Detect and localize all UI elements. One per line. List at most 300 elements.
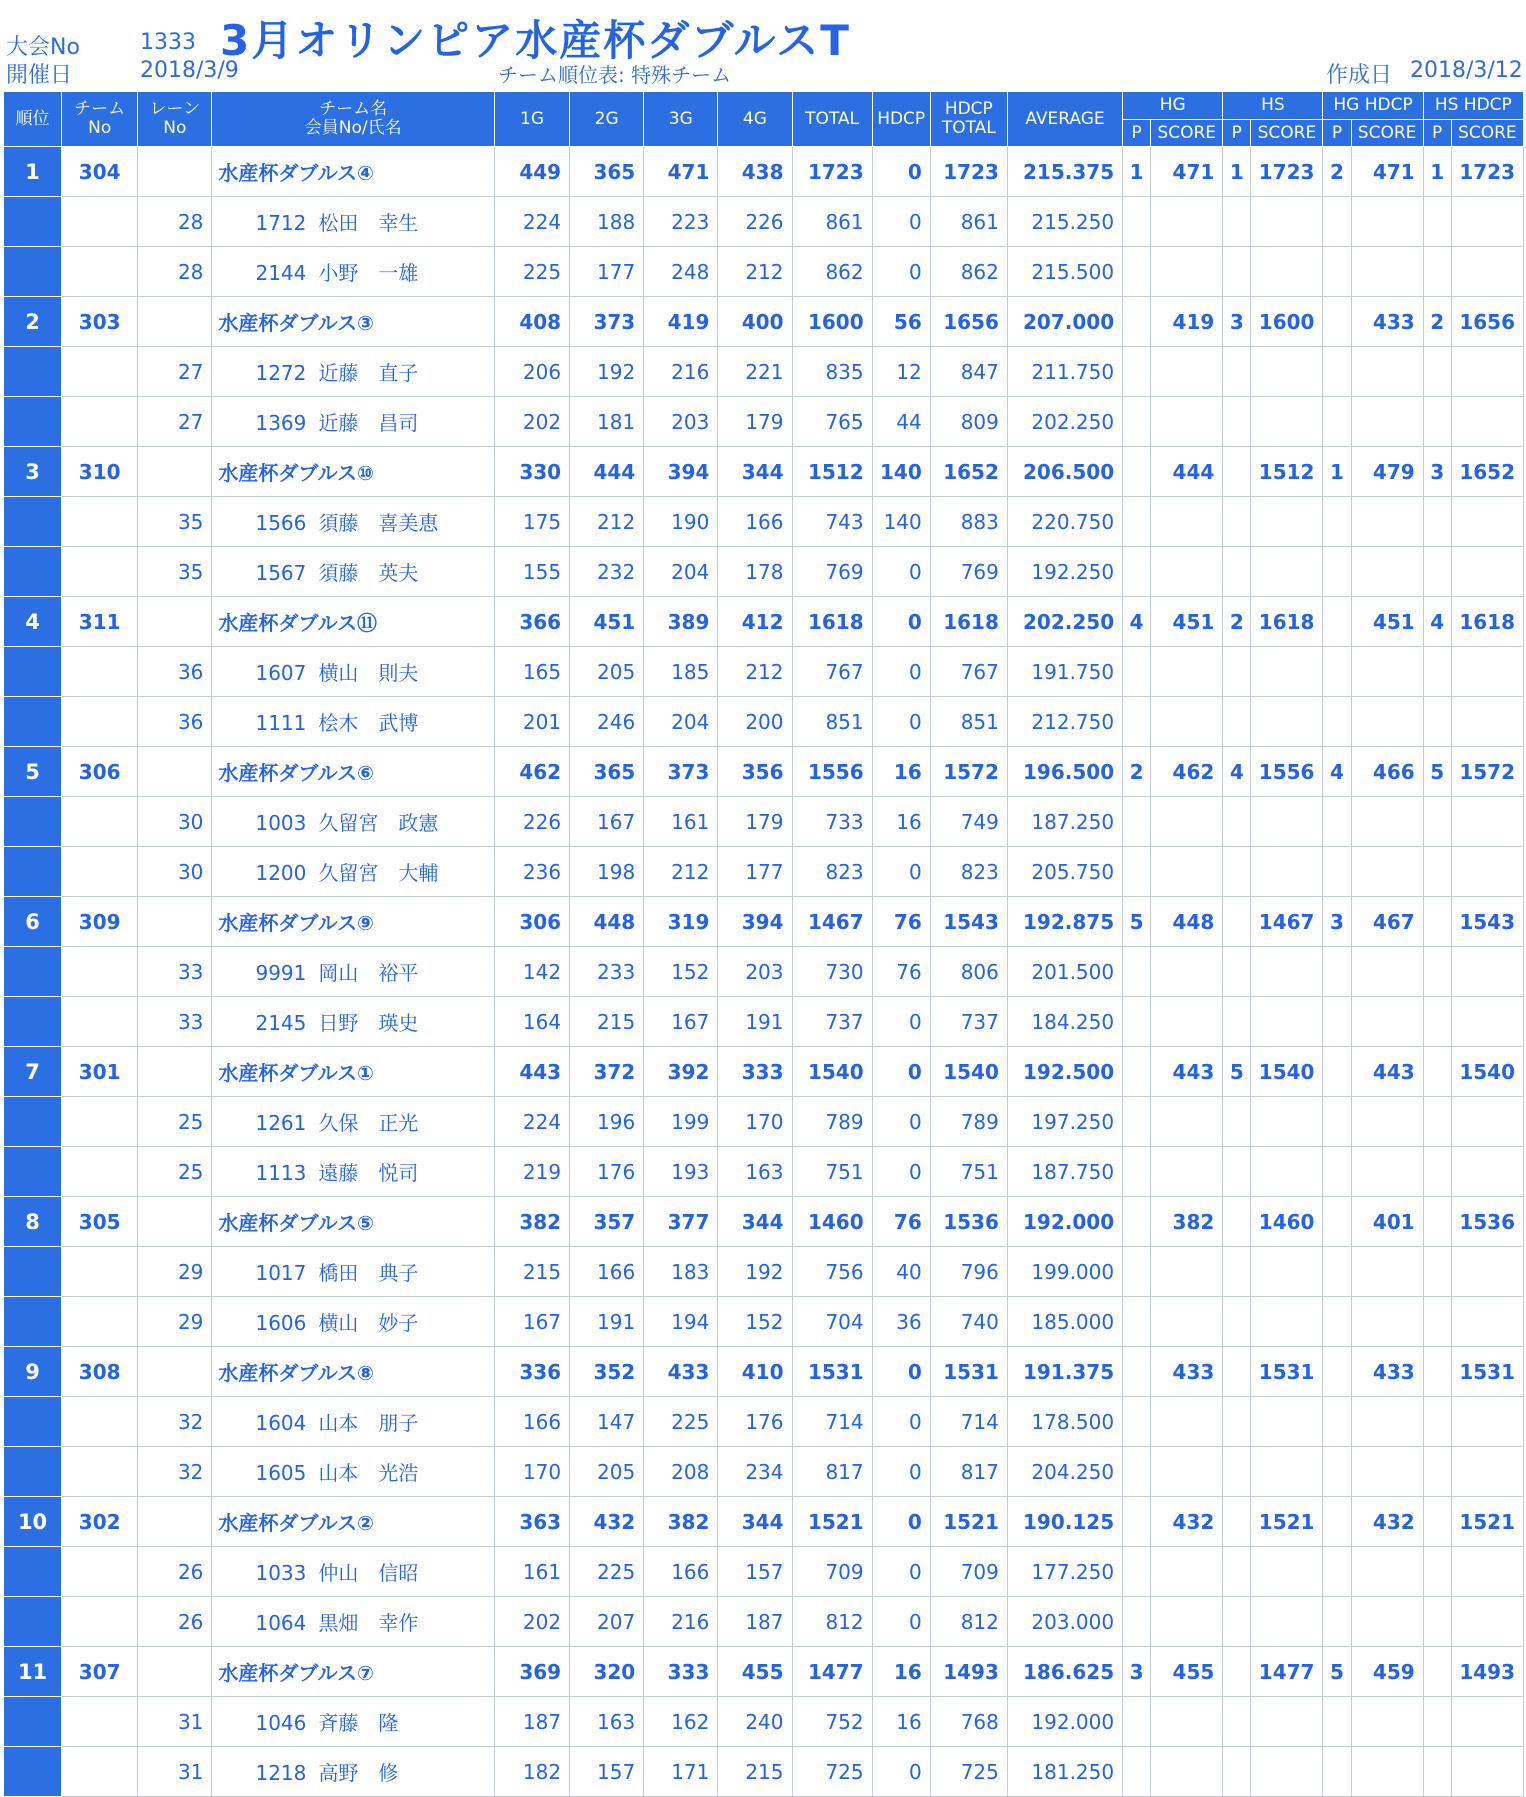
lane-cell [138,1197,212,1247]
g4-cell: 226 [718,197,792,247]
blank-cell [1323,997,1351,1047]
blank-cell [1323,497,1351,547]
member-cell [212,347,495,397]
member-cell [212,1247,495,1297]
member-row [4,1747,1524,1797]
member-no: 1567 [255,561,307,585]
col-hdcp-total-line1: HDCP [944,99,993,119]
hs-p-cell [1223,1497,1251,1547]
g4-cell: 179 [718,397,792,447]
blank-cell [1123,697,1151,747]
blank-cell [1451,397,1523,447]
g2-cell: 157 [570,1747,644,1797]
lane-cell: 30 [138,797,212,847]
blank-cell [1151,497,1223,547]
g2-cell: 167 [570,797,644,847]
g2-cell: 246 [570,697,644,747]
g3-cell: 419 [644,297,718,347]
hgh-p-cell [1323,1347,1351,1397]
g3-cell: 216 [644,1597,718,1647]
blank-cell [1451,197,1523,247]
blank-cell [1251,197,1323,247]
g3-cell: 190 [644,497,718,547]
g3-cell: 392 [644,1047,718,1097]
blank-cell [1251,947,1323,997]
blank-cell [1151,197,1223,247]
hg-p-cell: 4 [1123,597,1151,647]
hsh-score-cell: 1572 [1451,747,1523,797]
total-cell: 1600 [792,297,872,347]
hs-score-cell: 1512 [1251,447,1323,497]
blank-cell [1223,1247,1251,1297]
g2-cell: 166 [570,1247,644,1297]
hdcp-cell: 56 [872,297,930,347]
blank-cell [1151,1147,1223,1197]
g2-cell: 177 [570,247,644,297]
hdcp-cell: 12 [872,347,930,397]
rank-cell [4,1747,62,1797]
total-cell: 835 [792,347,872,397]
hgh-score-cell: 401 [1351,1197,1423,1247]
rank-cell: 10 [4,1497,62,1547]
hgh-score-cell: 479 [1351,447,1423,497]
member-cell [212,1397,495,1447]
blank-cell [1151,1547,1223,1597]
event-no: 1333 [140,30,196,55]
team-no-cell [62,247,138,297]
g3-cell: 185 [644,647,718,697]
g4-cell: 400 [718,297,792,347]
g2-cell: 365 [570,747,644,797]
hs-score-cell: 1531 [1251,1347,1323,1397]
member-cell [212,1697,495,1747]
hg-score-cell: 432 [1151,1497,1223,1547]
hdcp-total-cell: 1531 [930,1347,1007,1397]
hs-score-cell: 1618 [1251,597,1323,647]
rank-cell: 5 [4,747,62,797]
team-name-cell: 水産杯ダブルス③ [212,297,495,347]
blank-cell [1451,947,1523,997]
hdcp-cell: 16 [872,1647,930,1697]
g4-cell: 455 [718,1647,792,1697]
member-no: 1369 [255,411,307,435]
hdcp-cell: 44 [872,397,930,447]
blank-cell [1323,1297,1351,1347]
average-cell: 215.375 [1007,147,1122,197]
col-hdcp-total [930,92,1007,147]
rank-cell: 9 [4,1347,62,1397]
g1-cell: 366 [494,597,569,647]
table-body [4,147,1524,1797]
blank-cell [1223,847,1251,897]
member-row [4,497,1524,547]
blank-cell [1323,1697,1351,1747]
blank-cell [1423,1247,1451,1297]
hdcp-total-cell: 751 [930,1147,1007,1197]
blank-cell [1223,647,1251,697]
g4-cell: 344 [718,447,792,497]
rank-cell: 2 [4,297,62,347]
member-row [4,1697,1524,1747]
g3-cell: 162 [644,1697,718,1747]
blank-cell [1223,1447,1251,1497]
blank-cell [1223,1397,1251,1447]
g1-cell: 449 [494,147,569,197]
hg-p-cell: 5 [1123,897,1151,947]
blank-cell [1223,1297,1251,1347]
blank-cell [1123,1397,1151,1447]
member-cell [212,697,495,747]
g1-cell: 182 [494,1747,569,1797]
blank-cell [1123,1247,1151,1297]
team-no-cell [62,1697,138,1747]
member-no: 1712 [255,211,307,235]
hs-p-cell: 4 [1223,747,1251,797]
blank-cell [1351,1247,1423,1297]
blank-cell [1451,1297,1523,1347]
blank-cell [1151,1447,1223,1497]
team-no-cell: 305 [62,1197,138,1247]
g4-cell: 344 [718,1197,792,1247]
g2-cell: 372 [570,1047,644,1097]
g1-cell: 202 [494,397,569,447]
g1-cell: 225 [494,247,569,297]
average-cell: 185.000 [1007,1297,1122,1347]
blank-cell [1323,697,1351,747]
col-team-no-line2: No [88,118,112,138]
g2-cell: 225 [570,1547,644,1597]
hg-score-cell: 451 [1151,597,1223,647]
hsh-p-cell: 3 [1423,447,1451,497]
average-cell: 207.000 [1007,297,1122,347]
team-name-cell: 水産杯ダブルス⑩ [212,447,495,497]
blank-cell [1423,1597,1451,1647]
member-no: 1033 [255,1561,307,1585]
hg-score-cell: 455 [1151,1647,1223,1697]
blank-cell [1423,1447,1451,1497]
blank-cell [1351,647,1423,697]
hdcp-total-cell: 1618 [930,597,1007,647]
col-hsh-p: P [1423,120,1451,147]
team-name-cell: 水産杯ダブルス⑪ [212,597,495,647]
blank-cell [1451,1147,1523,1197]
member-no: 1604 [255,1411,307,1435]
member-name: 遠藤 悦司 [318,1161,419,1185]
team-no-cell: 303 [62,297,138,347]
blank-cell [1451,1097,1523,1147]
team-row [4,747,1524,797]
blank-cell [1123,997,1151,1047]
g3-cell: 193 [644,1147,718,1197]
blank-cell [1251,697,1323,747]
col-g2: 2G [570,92,644,147]
lane-cell: 29 [138,1247,212,1297]
member-row [4,1097,1524,1147]
col-rank: 順位 [4,92,62,147]
g2-cell: 444 [570,447,644,497]
team-row [4,297,1524,347]
blank-cell [1123,1297,1151,1347]
hdcp-cell: 0 [872,147,930,197]
g1-cell: 164 [494,997,569,1047]
event-no-label: 大会No [6,35,80,60]
total-cell: 1618 [792,597,872,647]
rank-cell: 4 [4,597,62,647]
hs-score-cell: 1723 [1251,147,1323,197]
total-cell: 756 [792,1247,872,1297]
blank-cell [1223,547,1251,597]
total-cell: 1521 [792,1497,872,1547]
hs-p-cell: 1 [1223,147,1251,197]
g4-cell: 344 [718,1497,792,1547]
total-cell: 704 [792,1297,872,1347]
hsh-p-cell: 1 [1423,147,1451,197]
hdcp-total-cell: 1493 [930,1647,1007,1697]
hsh-score-cell: 1656 [1451,297,1523,347]
blank-cell [1323,1547,1351,1597]
member-name: 橋田 典子 [318,1261,419,1285]
team-row [4,1497,1524,1547]
member-cell [212,197,495,247]
g2-cell: 212 [570,497,644,547]
blank-cell [1451,1397,1523,1447]
team-no-cell [62,997,138,1047]
hdcp-cell: 0 [872,1047,930,1097]
col-average: AVERAGE [1007,92,1122,147]
g4-cell: 212 [718,647,792,697]
blank-cell [1123,1697,1151,1747]
blank-cell [1323,1397,1351,1447]
team-no-cell [62,1097,138,1147]
member-cell [212,647,495,697]
team-name-cell: 水産杯ダブルス⑨ [212,897,495,947]
team-no-cell [62,1247,138,1297]
g4-cell: 177 [718,847,792,897]
rank-cell [4,847,62,897]
blank-cell [1151,1697,1223,1747]
hgh-p-cell [1323,1197,1351,1247]
hdcp-cell: 0 [872,1147,930,1197]
member-row [4,1247,1524,1297]
average-cell: 184.250 [1007,997,1122,1047]
rank-cell [4,1297,62,1347]
member-no: 1003 [255,811,307,835]
member-name: 久保 正光 [318,1111,419,1135]
hdcp-total-cell: 725 [930,1747,1007,1797]
blank-cell [1351,697,1423,747]
total-cell: 817 [792,1447,872,1497]
member-name: 仲山 信昭 [318,1561,419,1585]
team-no-cell [62,797,138,847]
member-cell [212,947,495,997]
team-row [4,147,1524,197]
hgh-p-cell [1323,1497,1351,1547]
team-no-cell: 301 [62,1047,138,1097]
member-row [4,1547,1524,1597]
blank-cell [1223,347,1251,397]
total-cell: 769 [792,547,872,597]
rank-cell [4,797,62,847]
hdcp-cell: 140 [872,497,930,547]
hgh-score-cell: 443 [1351,1047,1423,1097]
blank-cell [1151,997,1223,1047]
blank-cell [1451,1547,1523,1597]
hsh-p-cell [1423,1347,1451,1397]
blank-cell [1423,397,1451,447]
hs-p-cell: 5 [1223,1047,1251,1097]
col-lane-line2: No [163,118,187,138]
hg-score-cell: 382 [1151,1197,1223,1247]
blank-cell [1451,347,1523,397]
blank-cell [1323,247,1351,297]
lane-cell [138,1647,212,1697]
average-cell: 212.750 [1007,697,1122,747]
hs-p-cell [1223,897,1251,947]
hgh-p-cell: 4 [1323,747,1351,797]
member-cell [212,847,495,897]
team-name-cell: 水産杯ダブルス② [212,1497,495,1547]
team-no-cell [62,1597,138,1647]
hsh-p-cell [1423,1197,1451,1247]
lane-cell: 36 [138,697,212,747]
rank-cell: 1 [4,147,62,197]
member-name: 斉藤 隆 [318,1711,399,1735]
blank-cell [1351,347,1423,397]
rank-cell [4,697,62,747]
member-row [4,797,1524,847]
g1-cell: 462 [494,747,569,797]
blank-cell [1223,947,1251,997]
g3-cell: 194 [644,1297,718,1347]
col-hs-score: SCORE [1251,120,1323,147]
g4-cell: 187 [718,1597,792,1647]
team-no-cell [62,547,138,597]
total-cell: 737 [792,997,872,1047]
average-cell: 192.500 [1007,1047,1122,1097]
blank-cell [1451,647,1523,697]
g3-cell: 208 [644,1447,718,1497]
hdcp-total-cell: 806 [930,947,1007,997]
team-no-cell [62,1747,138,1797]
hs-score-cell: 1460 [1251,1197,1323,1247]
hdcp-total-cell: 709 [930,1547,1007,1597]
blank-cell [1451,547,1523,597]
average-cell: 191.375 [1007,1347,1122,1397]
g4-cell: 221 [718,347,792,397]
hdcp-total-cell: 1656 [930,297,1007,347]
hg-score-cell: 462 [1151,747,1223,797]
member-name: 日野 瑛史 [318,1011,419,1035]
hdcp-total-cell: 1572 [930,747,1007,797]
lane-cell: 31 [138,1747,212,1797]
g3-cell: 212 [644,847,718,897]
member-no: 1566 [255,511,307,535]
member-row [4,1397,1524,1447]
hdcp-total-cell: 1521 [930,1497,1007,1547]
team-name-cell: 水産杯ダブルス① [212,1047,495,1097]
hdcp-total-cell: 1543 [930,897,1007,947]
hdcp-total-cell: 767 [930,647,1007,697]
blank-cell [1423,347,1451,397]
blank-cell [1151,1097,1223,1147]
blank-cell [1251,247,1323,297]
hdcp-cell: 0 [872,1447,930,1497]
blank-cell [1323,1247,1351,1297]
average-cell: 192.000 [1007,1697,1122,1747]
hdcp-cell: 0 [872,997,930,1047]
blank-cell [1251,1697,1323,1747]
g2-cell: 432 [570,1497,644,1547]
lane-cell [138,897,212,947]
hs-p-cell [1223,1197,1251,1247]
g1-cell: 202 [494,1597,569,1647]
hg-p-cell [1123,1047,1151,1097]
member-no: 1218 [255,1761,307,1785]
hdcp-cell: 36 [872,1297,930,1347]
g2-cell: 448 [570,897,644,947]
g2-cell: 198 [570,847,644,897]
g4-cell: 410 [718,1347,792,1397]
member-cell [212,1547,495,1597]
hsh-score-cell: 1531 [1451,1347,1523,1397]
g4-cell: 438 [718,147,792,197]
blank-cell [1423,1747,1451,1797]
blank-cell [1123,1147,1151,1197]
team-no-cell [62,197,138,247]
hdcp-total-cell: 862 [930,247,1007,297]
blank-cell [1451,797,1523,847]
team-no-cell [62,647,138,697]
blank-cell [1351,797,1423,847]
hdcp-total-cell: 714 [930,1397,1007,1447]
team-no-cell [62,397,138,447]
hg-p-cell: 3 [1123,1647,1151,1697]
hdcp-total-cell: 883 [930,497,1007,547]
member-row [4,347,1524,397]
col-hg: HG [1123,92,1223,120]
col-hgh-p: P [1323,120,1351,147]
member-no: 1064 [255,1611,307,1635]
hdcp-total-cell: 817 [930,1447,1007,1497]
blank-cell [1423,997,1451,1047]
g2-cell: 147 [570,1397,644,1447]
hsh-score-cell: 1540 [1451,1047,1523,1097]
blank-cell [1223,1097,1251,1147]
blank-cell [1123,247,1151,297]
hs-score-cell: 1540 [1251,1047,1323,1097]
lane-cell [138,747,212,797]
blank-cell [1323,947,1351,997]
g4-cell: 163 [718,1147,792,1197]
hs-score-cell: 1477 [1251,1647,1323,1697]
member-no: 1017 [255,1261,307,1285]
blank-cell [1351,1097,1423,1147]
total-cell: 751 [792,1147,872,1197]
g4-cell: 178 [718,547,792,597]
g4-cell: 157 [718,1547,792,1597]
g4-cell: 191 [718,997,792,1047]
total-cell: 851 [792,697,872,747]
blank-cell [1351,547,1423,597]
team-row [4,1197,1524,1247]
g3-cell: 471 [644,147,718,197]
member-cell [212,1097,495,1147]
lane-cell [138,1347,212,1397]
g1-cell: 382 [494,1197,569,1247]
hsh-score-cell: 1536 [1451,1197,1523,1247]
rank-cell: 8 [4,1197,62,1247]
member-name: 山本 光浩 [318,1461,419,1485]
